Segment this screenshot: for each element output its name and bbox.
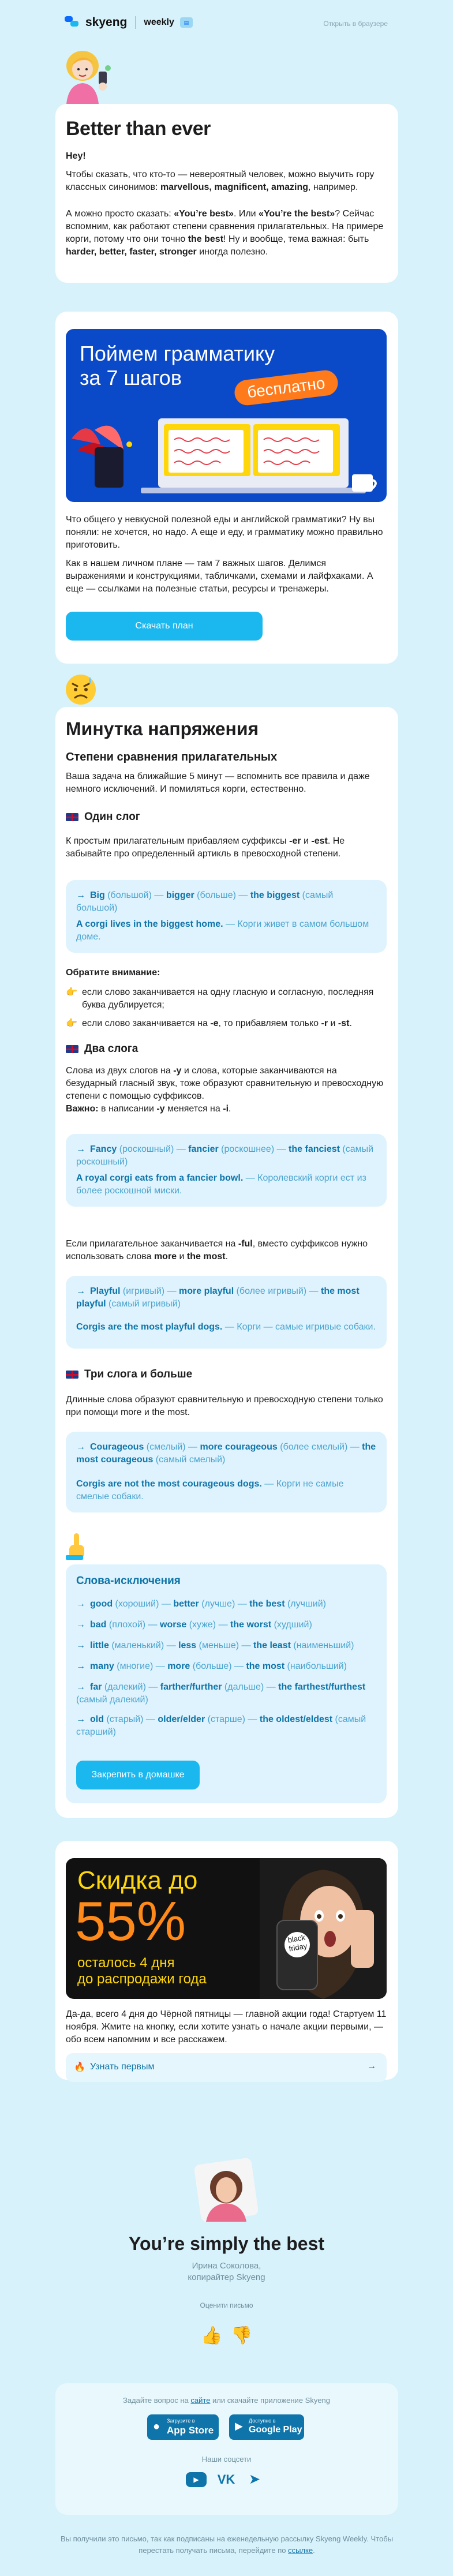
site-link[interactable]: сайте: [190, 2396, 211, 2405]
pointing-hand-icon: 👉: [66, 987, 77, 997]
unsubscribe-link[interactable]: ссылке: [288, 2546, 313, 2555]
google-play-icon: ▶: [235, 2420, 243, 2432]
note-item-2: 👉 если слово заканчивается на -e, то прибавляем только -r и -st.: [66, 1017, 387, 1030]
thumbs-down-icon[interactable]: 👎: [231, 2326, 253, 2345]
ful-rule-text: Если прилагательное заканчивается на -ful, вместо суффиксов нужно использовать слова more и the most.: [66, 1239, 368, 1261]
banner-laptop-illustration: [66, 329, 387, 502]
grammar-plan-card: [55, 312, 398, 664]
grammar-plan-banner[interactable]: [66, 329, 387, 502]
promo-line-3: до распродажи года: [77, 1971, 207, 1987]
uk-flag-icon: [66, 1371, 78, 1379]
two-syllable-example: → Fancy (роскошный) — fancier (роскошнее) — the fanciest (самый роскошный) A royal corgi eats from a fancier bowl. — Королевский корги ест из более роскошной миски.: [66, 1134, 387, 1207]
lesson-subtitle: Степени сравнения прилагательных: [66, 751, 278, 763]
brand-logo[interactable]: [65, 16, 193, 29]
apple-icon: ●: [153, 2420, 160, 2433]
top-bar: [0, 0, 453, 46]
rate-label: Оценити письмо: [200, 2301, 253, 2309]
google-play-button[interactable]: ▶ Доступно в Google Play: [229, 2414, 304, 2440]
fire-icon: 🔥: [74, 2062, 85, 2072]
banner-free-badge: бесплатно: [233, 369, 339, 407]
promo-card: [55, 1841, 398, 2080]
plan-paragraph-1: Что общего у невкусной полезной еды и английской грамматики? Ну вы поняли: не хочется, но надо. А еще и еду, и грамматику можно правильно приготовить.: [66, 515, 383, 550]
three-syllable-example: → Courageous (смелый) — more courageous (более смелый) — the most courageous (самый смелый) Corgis are not the most courageous dogs. — Корги не самые смелые собаки.: [66, 1432, 387, 1512]
signature-title: You’re simply the best: [128, 2233, 325, 2254]
lesson-title: Минутка напряжения: [66, 718, 259, 739]
pointing-hand-icon: 👉: [66, 1019, 77, 1028]
banner-title: Поймем грамматику за 7 шагов: [80, 342, 275, 390]
finger-up-icon: [66, 1532, 89, 1561]
intro-paragraph-1: Чтобы сказать, что кто-то — невероятный человек, можно выучить гору классных синонимов: marvellous, magnificent, amazing, например.: [66, 170, 375, 192]
black-friday-banner[interactable]: [66, 1858, 387, 1999]
lesson-intro: Ваша задача на ближайшие 5 минут — вспомнить все правила и даже немного исключений. И помиляться корги, естественно.: [66, 772, 370, 794]
intro-paragraph-2: А можно просто сказать: «You’re best». Или «You’re the best»? Сейчас вспомним, как работают степени сравнения прилагательных. На примере корги, потому что они точно the best! Ну и вообще, тема важная: быть harder, better, faster, stronger иногда полезно.: [66, 209, 384, 257]
brand-divider: [135, 16, 136, 29]
arrow-right-icon: →: [76, 1442, 85, 1452]
arrow-right-icon: →: [76, 1620, 85, 1630]
note-item-1: 👉 если слово заканчивается на одну гласную и согласную, последняя буква дублируется;: [66, 987, 374, 1010]
author-name: Ирина Соколова,: [192, 2261, 261, 2271]
arrow-right-icon: →: [76, 1286, 85, 1296]
uk-flag-icon: [66, 813, 78, 821]
promo-percent: 55%: [75, 1890, 186, 1952]
one-syllable-heading: Один слог: [66, 811, 140, 823]
newsletter-badge-icon: ▤: [180, 17, 193, 28]
author-role: копирайтер Skyeng: [188, 2272, 265, 2282]
lesson-card: [55, 707, 398, 1818]
exception-item: → bad (плохой) — worse (хуже) — the worst (худший): [76, 1620, 312, 1630]
exception-item: → little (маленький) — less (меньше) — the least (наименьший): [76, 1641, 354, 1650]
promo-text: Да-да, всего 4 дня до Чёрной пятницы — главной акции года! Стартуем 11 ноября. Жмите на кнопку, если хотите узнать о начале акции первыми, — обо всем напомним и все расскажем.: [66, 2009, 387, 2045]
exceptions-list: [76, 1598, 376, 1747]
one-syllable-text: К простым прилагательным прибавляем суффиксы -er и -est. Не забывайте про определенный артикль в превосходной степени.: [66, 836, 345, 859]
arrow-right-icon: →: [76, 1661, 85, 1671]
exceptions-box: [66, 1564, 387, 1803]
three-syllable-text: Длинные слова образуют сравнительную и превосходную степени только при помощи more и the most.: [66, 1395, 383, 1417]
telegram-icon[interactable]: ➤: [248, 2472, 261, 2487]
woman-with-phone-illustration: [61, 46, 118, 104]
ful-example: → Playful (игривый) — more playful (более игривый) — the most playful (самый игривый) Corgis are the most playful dogs. — Корги — самые игривые собаки.: [66, 1276, 387, 1349]
arrow-right-icon: →: [76, 1144, 85, 1154]
arrow-right-icon: →: [367, 2061, 376, 2071]
author-avatar: [194, 2158, 258, 2222]
thumbs-up-icon[interactable]: 👍: [201, 2326, 223, 2345]
youtube-icon[interactable]: ▶: [186, 2472, 207, 2487]
app-store-button[interactable]: ● Загрузите в App Store: [147, 2414, 219, 2440]
notify-first-button[interactable]: 🔥 Узнать первым →: [66, 2053, 387, 2082]
promo-line-1: Скидка до: [77, 1866, 198, 1894]
footer-ask: Задайте вопрос на сайте или скачайте приложение Skyeng: [122, 2396, 331, 2405]
anxious-face-icon: [63, 672, 98, 707]
note-title: Обратите внимание:: [66, 968, 160, 978]
vk-icon[interactable]: VK: [217, 2472, 235, 2487]
exception-item: → many (многие) — more (больше) — the most (наибольший): [76, 1661, 347, 1671]
intro-greeting: Hey!: [66, 151, 86, 161]
open-in-browser-link[interactable]: Открыть в браузере: [323, 20, 388, 28]
arrow-right-icon: →: [76, 1641, 85, 1650]
arrow-right-icon: →: [76, 890, 85, 900]
arrow-right-icon: →: [76, 1599, 85, 1609]
two-syllable-text: Слова из двух слогов на -y и слова, которые заканчиваются на безударный гласный звук, тоже образуют сравнительную и превосходную степени с помощью суффиксов. Важно: в написании -y меняется на -i.: [66, 1066, 384, 1114]
homework-button[interactable]: Закрепить в домашке: [76, 1761, 200, 1789]
exception-item: → old (старый) — older/elder (старше) — the oldest/eldest (самый старший): [76, 1714, 366, 1737]
arrow-right-icon: →: [76, 1714, 85, 1724]
exception-item: → far (далекий) — farther/further (дальше) — the farthest/furthest (самый далекий): [76, 1682, 366, 1705]
newsletter-name: weekly: [144, 17, 174, 27]
social-label: Наши соцсети: [201, 2455, 252, 2463]
arrow-right-icon: →: [76, 1682, 85, 1692]
uk-flag-icon: [66, 1045, 78, 1053]
intro-card: [55, 104, 398, 283]
download-plan-button[interactable]: Скачать план: [66, 612, 263, 641]
exceptions-heading: Слова-исключения: [76, 1575, 181, 1587]
two-syllable-heading: Два слога: [66, 1043, 138, 1055]
three-syllable-heading: Три слога и больше: [66, 1368, 192, 1381]
surprised-woman-illustration: [260, 1858, 387, 1999]
promo-line-2: осталось 4 дня: [77, 1955, 175, 1971]
exception-item: → good (хороший) — better (лучше) — the best (лучший): [76, 1599, 326, 1609]
skyeng-logo-icon: [65, 16, 80, 29]
phone-badge: black friday: [287, 1933, 308, 1953]
brand-name: skyeng: [85, 16, 128, 29]
plan-paragraph-2: Как в нашем личном плане — там 7 важных шагов. Делимся выражениями и конструкциями, табличками, схемами и лайфхаками. А еще — ссылками на полезные статьи, ресурсы и тренажеры.: [66, 559, 373, 594]
intro-title: Better than ever: [66, 118, 211, 140]
one-syllable-example: → Big (большой) — bigger (больше) — the biggest (самый большой) A corgi lives in the biggest home. — Корги живет в самом большом доме.: [66, 880, 387, 953]
legal-text: Вы получили это письмо, так как подписаны на еженедельную рассылку Skyeng Weekly. Чтобы перестать получать письма, перейдите по ссылке.: [60, 2534, 394, 2555]
